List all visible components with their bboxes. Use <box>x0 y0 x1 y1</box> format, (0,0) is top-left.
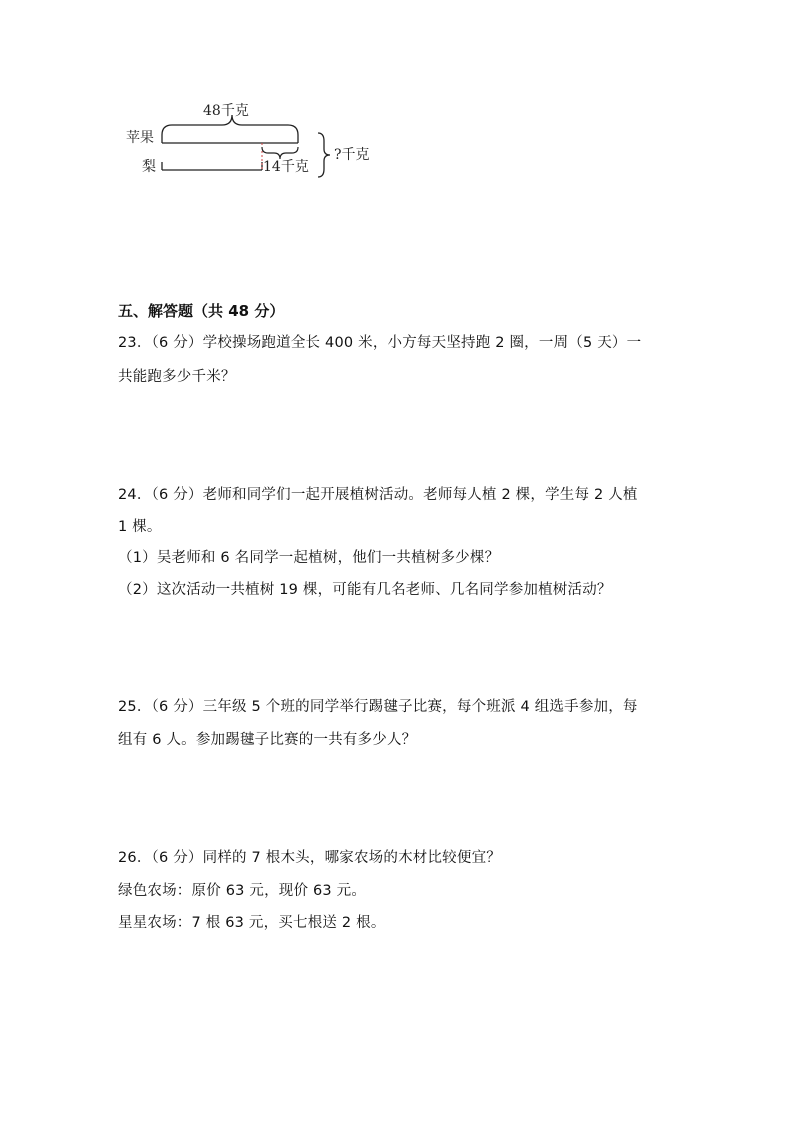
question-24-subquestion-2: （2）这次活动一共植树 19 棵，可能有几名老师、几名同学参加植树活动？ <box>118 582 612 598</box>
question-26-line-3: 星星农场：7 根 63 元，买七根送 2 根。 <box>118 915 386 931</box>
top-label: 48千克 <box>203 103 249 119</box>
line-segment-diagram <box>110 95 390 185</box>
question-23-line-1: 23．（6 分）学校操场跑道全长 400 米，小方每天坚持跑 2 圈，一周（5 天）一 <box>118 335 642 351</box>
difference-label: 14千克 <box>263 159 309 175</box>
section-title: 五、解答题（共 48 分） <box>118 302 285 320</box>
total-label: ?千克 <box>334 147 370 163</box>
question-24-subquestion-1: （1）吴老师和 6 名同学一起植树，他们一共植树多少棵？ <box>118 550 500 566</box>
difference-brace <box>262 147 298 159</box>
question-25-line-1: 25．（6 分）三年级 5 个班的同学举行踢毽子比赛，每个班派 4 组选手参加，每 <box>118 699 638 715</box>
total-brace <box>318 133 330 177</box>
diagram-svg <box>110 95 390 185</box>
question-26-line-2: 绿色农场：原价 63 元，现价 63 元。 <box>118 883 367 899</box>
question-25-line-2: 组有 6 人。参加踢毽子比赛的一共有多少人？ <box>118 732 417 748</box>
row2-label: 梨 <box>142 159 156 175</box>
question-24-line-2: 1 棵。 <box>118 519 162 535</box>
question-24-line-1: 24．（6 分）老师和同学们一起开展植树活动。老师每人植 2 棵，学生每 2 人植 <box>118 487 638 503</box>
question-23-line-2: 共能跑多少千米？ <box>118 369 236 385</box>
question-26-line-1: 26．（6 分）同样的 7 根木头，哪家农场的木材比较便宜？ <box>118 850 501 866</box>
row1-label: 苹果 <box>126 130 154 146</box>
